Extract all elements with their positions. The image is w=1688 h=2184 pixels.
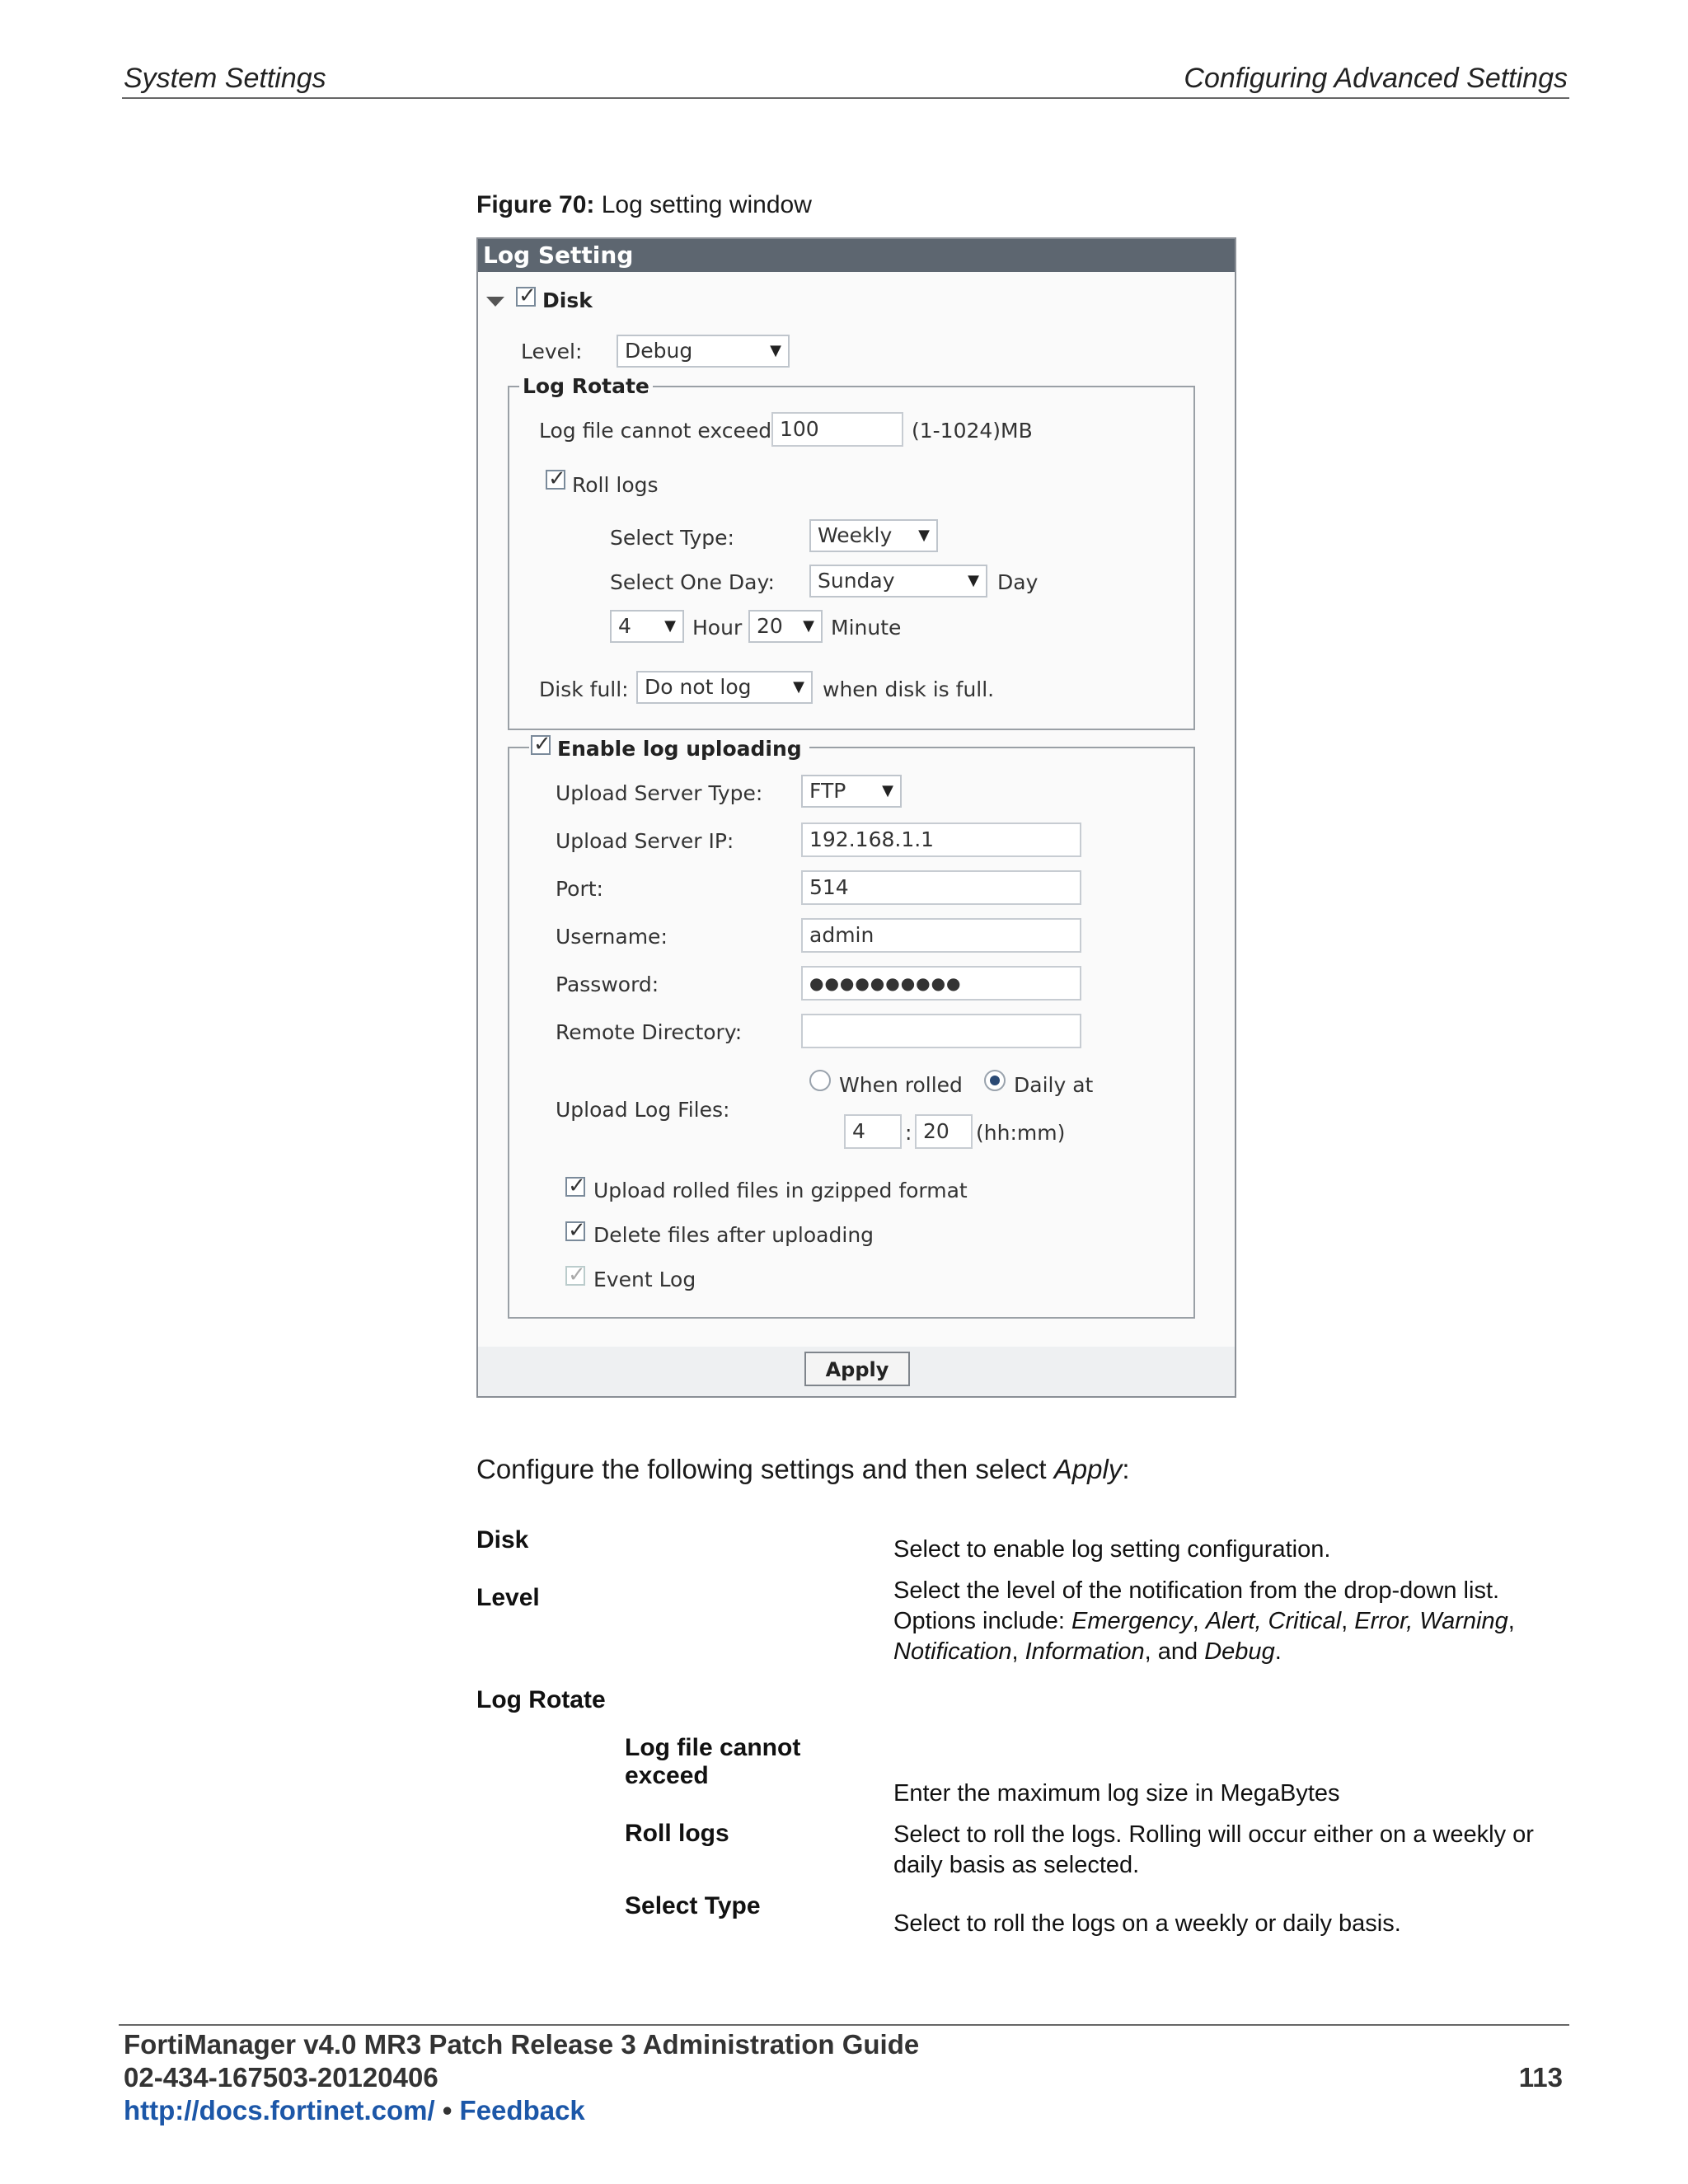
term-log-file: Log file cannot exceed (625, 1734, 801, 1789)
log-rotate-group (508, 374, 1195, 730)
disk-label: Disk (542, 288, 593, 312)
desc-log-file: Enter the maximum log size in MegaBytes (893, 1780, 1340, 1807)
header-section-title: System Settings (124, 63, 326, 94)
level-sep: , (1011, 1638, 1025, 1665)
upload-legend-label: Enable log uploading (557, 737, 802, 761)
desc-level (893, 1576, 1536, 1667)
collapse-arrow-icon[interactable] (486, 297, 504, 307)
feedback-link[interactable]: Feedback (459, 2095, 585, 2125)
select-day-value: Sunday (818, 569, 895, 593)
level-end: . (1274, 1638, 1282, 1665)
term-roll-logs: Roll logs (625, 1820, 729, 1847)
port-label: Port: (556, 877, 603, 901)
level-select-value: Debug (625, 339, 693, 363)
intro-text: Configure the following settings and then select (476, 1454, 1054, 1484)
remote-dir-input[interactable] (801, 1014, 1081, 1048)
hour-value: 4 (618, 614, 631, 638)
minute-select[interactable] (748, 610, 823, 643)
username-input[interactable]: admin (801, 918, 1081, 953)
minute-label: Minute (831, 616, 902, 640)
time-separator: : (905, 1121, 912, 1145)
remote-dir-label: Remote Directory: (556, 1020, 743, 1044)
chevron-down-icon: ▼ (793, 678, 804, 696)
header-chapter-title: Configuring Advanced Settings (1184, 63, 1568, 94)
intro-end: : (1122, 1454, 1130, 1484)
chevron-down-icon: ▼ (770, 342, 781, 359)
disk-checkbox[interactable] (516, 287, 536, 307)
level-sep: , (1192, 1608, 1206, 1634)
time-format-hint: (hh:mm) (976, 1121, 1066, 1145)
upload-legend (529, 733, 809, 763)
password-label: Password: (556, 972, 659, 996)
daily-at-radio[interactable] (984, 1070, 1006, 1091)
disk-full-label: Disk full: (539, 677, 629, 701)
level-sep: , (1507, 1608, 1515, 1634)
disk-full-select[interactable] (636, 671, 813, 704)
level-opt: Emergency (1071, 1608, 1193, 1634)
desc-select-type: Select to roll the logs on a weekly or daily basis. (893, 1910, 1401, 1937)
daily-hour-input[interactable]: 4 (844, 1114, 902, 1149)
term-level: Level (476, 1584, 540, 1611)
desc-roll-logs: Select to roll the logs. Rolling will occur either on a weekly or daily basis as selected. (893, 1821, 1534, 1878)
log-file-label: Log file cannot exceed (539, 419, 772, 443)
select-type-label: Select Type: (610, 526, 734, 550)
desc-disk: Select to enable log setting configuration. (893, 1536, 1331, 1563)
footer-link-separator: • (434, 2095, 460, 2125)
log-setting-panel (476, 237, 1236, 1398)
password-input[interactable]: ●●●●●●●●●● (801, 966, 1081, 1001)
term-disk: Disk (476, 1526, 529, 1554)
hour-select[interactable] (610, 610, 684, 643)
footer-links (124, 2095, 585, 2126)
roll-logs-label: Roll logs (572, 473, 659, 497)
server-ip-input[interactable]: 192.168.1.1 (801, 823, 1081, 857)
disk-full-value: Do not log (645, 675, 752, 699)
hour-label: Hour (692, 616, 743, 640)
apply-button[interactable]: Apply (804, 1352, 910, 1386)
chevron-down-icon: ▼ (803, 617, 814, 635)
chevron-down-icon: ▼ (968, 572, 979, 589)
term-log-rotate: Log Rotate (476, 1686, 606, 1713)
chevron-down-icon: ▼ (664, 617, 676, 635)
level-opt: Debug (1204, 1638, 1275, 1665)
figure-caption-text: Log setting window (601, 191, 812, 218)
gzip-label: Upload rolled files in gzipped format (593, 1179, 968, 1202)
select-day-label: Select One Day: (610, 570, 775, 594)
gzip-checkbox[interactable] (565, 1177, 585, 1197)
roll-logs-checkbox[interactable] (546, 470, 565, 490)
level-label: Level: (521, 340, 583, 363)
delete-after-upload-checkbox[interactable] (565, 1221, 585, 1241)
server-ip-label: Upload Server IP: (556, 829, 734, 853)
intro-apply-emphasis: Apply (1053, 1454, 1123, 1484)
day-suffix: Day (997, 570, 1039, 594)
event-log-checkbox[interactable] (565, 1266, 585, 1286)
header-divider (122, 97, 1569, 99)
footer-divider (119, 2024, 1569, 2026)
minute-value: 20 (757, 614, 783, 638)
log-file-size-input[interactable]: 100 (771, 412, 903, 447)
chevron-down-icon: ▼ (918, 527, 930, 544)
port-input[interactable]: 514 (801, 870, 1081, 905)
figure-caption (476, 191, 812, 219)
docs-link[interactable]: http://docs.fortinet.com/ (124, 2095, 435, 2125)
intro-paragraph (476, 1454, 1130, 1485)
log-upload-group (508, 737, 1195, 1319)
server-type-value: FTP (809, 779, 846, 803)
select-type-value: Weekly (818, 523, 893, 547)
log-rotate-legend: Log Rotate (519, 374, 653, 398)
select-type-select[interactable] (809, 519, 938, 552)
delete-after-upload-label: Delete files after uploading (593, 1223, 874, 1247)
level-opt: Notification (893, 1638, 1012, 1665)
server-type-label: Upload Server Type: (556, 781, 763, 805)
when-rolled-radio[interactable] (809, 1070, 831, 1091)
log-file-unit: (1-1024)MB (912, 419, 1033, 443)
level-sep: , (1341, 1608, 1355, 1634)
upload-files-label: Upload Log Files: (556, 1098, 730, 1122)
daily-minute-input[interactable]: 20 (915, 1114, 973, 1149)
term-select-type: Select Type (625, 1892, 761, 1919)
enable-upload-checkbox[interactable] (531, 735, 551, 755)
desc-level-intro: Select the level of the notification from the drop-down list. Options include: (893, 1577, 1500, 1634)
level-opt: Information (1025, 1638, 1145, 1665)
when-rolled-label: When rolled (839, 1073, 963, 1097)
chevron-down-icon: ▼ (882, 782, 893, 799)
level-opt: Alert, Critical (1205, 1608, 1342, 1634)
page-number: 113 (1518, 2062, 1563, 2093)
level-opt: Error, Warning (1354, 1608, 1508, 1634)
disk-full-suffix: when disk is full. (823, 677, 995, 701)
panel-title: Log Setting (478, 239, 1235, 272)
footer-doc-id: 02-434-167503-20120406 (124, 2062, 438, 2093)
event-log-label: Event Log (593, 1268, 696, 1291)
level-sep: , and (1144, 1638, 1205, 1665)
level-select[interactable] (617, 335, 790, 368)
daily-at-label: Daily at (1014, 1073, 1094, 1097)
username-label: Username: (556, 925, 668, 949)
figure-label: Figure 70: (476, 191, 595, 218)
footer-guide-title: FortiManager v4.0 MR3 Patch Release 3 Administration Guide (124, 2029, 920, 2060)
server-type-select[interactable] (801, 775, 902, 808)
select-day-select[interactable] (809, 565, 987, 598)
